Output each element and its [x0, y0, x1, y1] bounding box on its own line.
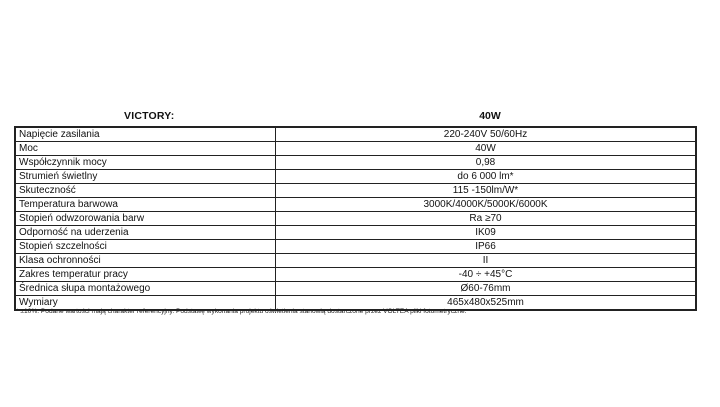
- spec-row: [15, 142, 696, 156]
- product-name-header: VICTORY:: [124, 110, 175, 122]
- spec-label: Strumień świetlny: [15, 170, 276, 184]
- spec-table: [14, 126, 697, 311]
- spec-row: [15, 212, 696, 226]
- spec-label: Stopień szczelności: [15, 240, 276, 254]
- spec-row: [15, 156, 696, 170]
- power-header: 40W: [479, 110, 501, 122]
- spec-value: 0,98: [276, 156, 697, 170]
- spec-row: [15, 184, 696, 198]
- spec-value: do 6 000 lm*: [276, 170, 697, 184]
- spec-row: [15, 198, 696, 212]
- spec-label: Klasa ochronności: [15, 254, 276, 268]
- spec-label: Średnica słupa montażowego: [15, 282, 276, 296]
- spec-value: -40 ÷ +45°C: [276, 268, 697, 282]
- spec-row: [15, 268, 696, 282]
- spec-label: Skuteczność: [15, 184, 276, 198]
- spec-label: Wymiary: [15, 296, 276, 311]
- spec-label: Zakres temperatur pracy: [15, 268, 276, 282]
- spec-value: Ø60-76mm: [276, 282, 697, 296]
- spec-row: [15, 282, 696, 296]
- spec-value: IP66: [276, 240, 697, 254]
- spec-value: 220-240V 50/60Hz: [276, 127, 697, 142]
- spec-label: Napięcie zasilania: [15, 127, 276, 142]
- spec-value: 40W: [276, 142, 697, 156]
- spec-label: Moc: [15, 142, 276, 156]
- spec-value: 3000K/4000K/5000K/6000K: [276, 198, 697, 212]
- spec-value: 115 -150lm/W*: [276, 184, 697, 198]
- spec-label: Temperatura barwowa: [15, 198, 276, 212]
- spec-label: Odporność na uderzenia: [15, 226, 276, 240]
- spec-table-body: [15, 127, 696, 310]
- spec-row: [15, 254, 696, 268]
- spec-row: [15, 226, 696, 240]
- spec-row: [15, 127, 696, 142]
- spec-label: Stopień odwzorowania barw: [15, 212, 276, 226]
- spec-row: [15, 170, 696, 184]
- spec-row: [15, 240, 696, 254]
- spec-value: 465x480x525mm: [276, 296, 697, 311]
- spec-label: Współczynnik mocy: [15, 156, 276, 170]
- footnote: * ±10%. Podane wartości mają charakter referencyjny. Podstawę wykonania projektu oświetlenia stanowią dostarczone przez VOLTEA pliki fotometryczne.: [16, 308, 467, 315]
- spec-value: Ra ≥70: [276, 212, 697, 226]
- spec-value: II: [276, 254, 697, 268]
- spec-value: IK09: [276, 226, 697, 240]
